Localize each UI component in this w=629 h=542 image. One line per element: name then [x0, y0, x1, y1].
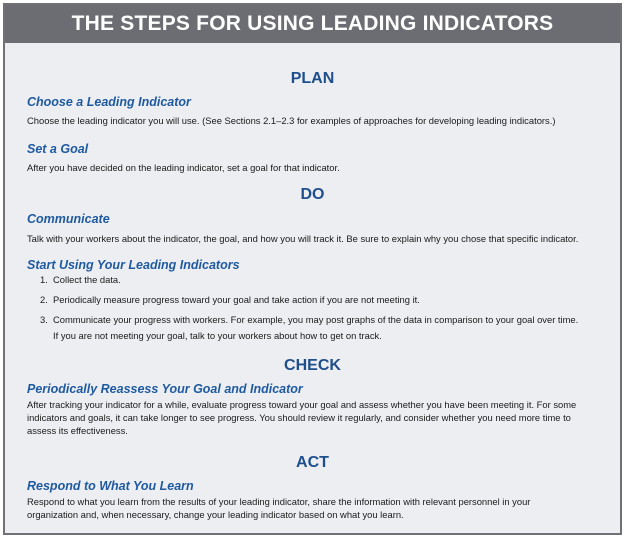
do-heading: DO [300, 186, 325, 203]
reassess-subheading: Periodically Reassess Your Goal and Indicator [27, 382, 303, 396]
start-using-subheading: Start Using Your Leading Indicators [27, 258, 240, 272]
list-item-measure: Periodically measure progress toward your goal and take action if you are not meeting it. [53, 294, 420, 305]
list-item-number: 1. [40, 274, 48, 285]
respond-text-line: organization and, when necessary, change your leading indicator based on what you learn. [27, 509, 404, 520]
list-item-number: 2. [40, 294, 48, 305]
set-goal-subheading: Set a Goal [27, 142, 89, 156]
respond-text-line: Respond to what you learn from the results of your leading indicator, share the information with relevant personnel in your [27, 496, 531, 507]
panel-title: THE STEPS FOR USING LEADING INDICATORS [5, 5, 620, 43]
act-heading: ACT [296, 454, 329, 471]
reassess-text-line: indicators and goals, it can take longer to see progress. You should review it regularly, and consider whether you need more time to [27, 412, 571, 423]
plan-heading: PLAN [290, 70, 335, 87]
respond-subheading: Respond to What You Learn [27, 479, 194, 493]
steps-panel [3, 3, 622, 535]
reassess-text-line: assess its effectiveness. [27, 425, 128, 436]
list-item-communicate-progress: Communicate your progress with workers. For example, you may post graphs of the data in comparison to your goal over time. [53, 314, 579, 325]
check-heading: CHECK [284, 357, 341, 374]
communicate-subheading: Communicate [27, 212, 110, 226]
reassess-text-line: After tracking your indicator for a while, evaluate progress toward your goal and assess whether you have been meeting it. For some [27, 399, 577, 410]
list-item-collect: Collect the data. [53, 274, 121, 285]
list-item-communicate-progress-cont: If you are not meeting your goal, talk to your workers about how to get on track. [53, 330, 382, 341]
choose-indicator-subheading: Choose a Leading Indicator [27, 95, 191, 109]
list-item-number: 3. [40, 314, 48, 325]
communicate-text: Talk with your workers about the indicator, the goal, and how you will track it. Be sure to explain why you chose that specific indicator. [27, 233, 579, 244]
choose-indicator-text: Choose the leading indicator you will use. (See Sections 2.1–2.3 for examples of approaches for developing leading indicators.) [27, 115, 556, 126]
set-goal-text: After you have decided on the leading indicator, set a goal for that indicator. [27, 162, 340, 173]
